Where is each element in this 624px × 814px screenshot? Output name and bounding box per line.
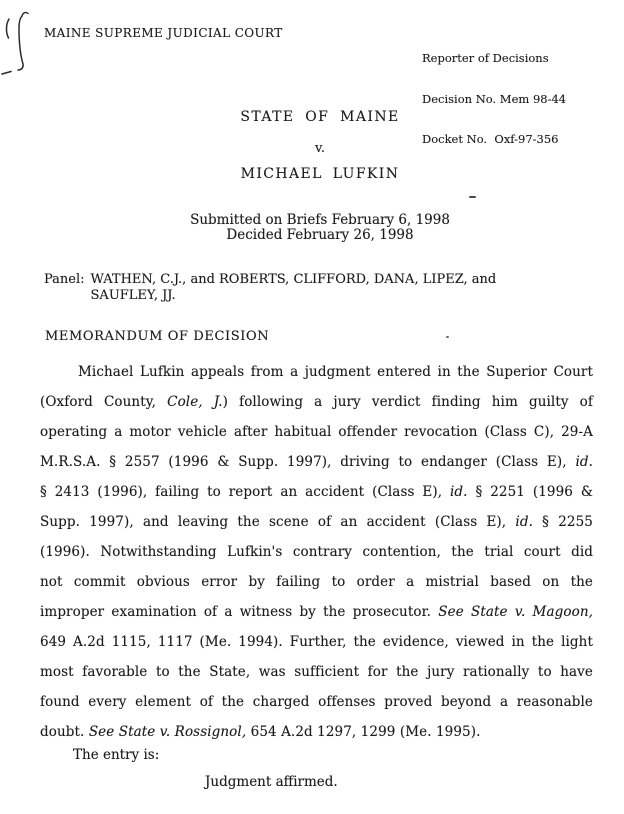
versus-marker: v. <box>315 141 325 156</box>
docket-number-line: Docket No. Oxf-97-356 <box>422 132 559 146</box>
party-appellant: MICHAEL LUFKIN <box>240 166 400 182</box>
opinion-line: Supp. 1997), and leaving the scene of an accident (Class E), id. § 2255 <box>40 514 593 530</box>
party-appellee: STATE OF MAINE <box>240 109 400 125</box>
opinion-line: not commit obvious error by failing to order a mistrial based on the <box>40 574 593 590</box>
submitted-date: Submitted on Briefs February 6, 1998 <box>190 212 450 228</box>
stray-dot-mark <box>446 336 449 338</box>
panel-block <box>44 272 496 303</box>
opinion-line: § 2413 (1996), failing to report an accident (Class E), id. § 2251 (1996 & <box>40 484 593 500</box>
opinion-line: (Oxford County, Cole, J.) following a jury verdict finding him guilty of <box>40 394 593 410</box>
memorandum-heading: MEMORANDUM OF DECISION <box>45 329 270 344</box>
opinion-line: most favorable to the State, was sufficient for the jury rationally to have <box>40 664 593 680</box>
opinion-paragraph <box>40 357 593 747</box>
reporter-of-decisions-line: Reporter of Decisions <box>422 51 549 65</box>
disposition-line: Judgment affirmed. <box>205 774 338 790</box>
handwritten-scan-artifact <box>1 7 35 85</box>
opinion-line: improper examination of a witness by the prosecutor. See State v. Magoon, <box>40 604 593 620</box>
opinion-line: operating a motor vehicle after habitual offender revocation (Class C), 29-A <box>40 424 593 440</box>
panel-justices-line: WATHEN, C.J., and ROBERTS, CLIFFORD, DANA, LIPEZ, and <box>90 272 497 287</box>
decided-date: Decided February 26, 1998 <box>226 227 414 243</box>
court-name: MAINE SUPREME JUDICIAL COURT <box>44 26 283 40</box>
stray-dash-mark <box>469 196 476 198</box>
opinion-line: doubt. See State v. Rossignol, 654 A.2d 1297, 1299 (Me. 1995). <box>40 724 481 740</box>
panel-justices-line: SAUFLEY, JJ. <box>90 287 176 303</box>
case-dates <box>0 213 624 243</box>
decision-number-line: Decision No. Mem 98-44 <box>422 91 567 106</box>
panel-justices <box>91 272 497 303</box>
opinion-line: (1996). Notwithstanding Lufkin's contrary contention, the trial court did <box>40 544 593 560</box>
opinion-line: found every element of the charged offenses proved beyond a reasonable <box>40 694 593 710</box>
panel-label: Panel: <box>44 272 85 287</box>
opinion-line: M.R.S.A. § 2557 (1996 & Supp. 1997), driving to endanger (Class E), id. <box>40 454 593 470</box>
entry-line: The entry is: <box>73 747 160 763</box>
opinion-line: 649 A.2d 1115, 1117 (Me. 1994). Further, the evidence, viewed in the light <box>40 634 593 650</box>
opinion-line: Michael Lufkin appeals from a judgment entered in the Superior Court <box>78 364 593 380</box>
